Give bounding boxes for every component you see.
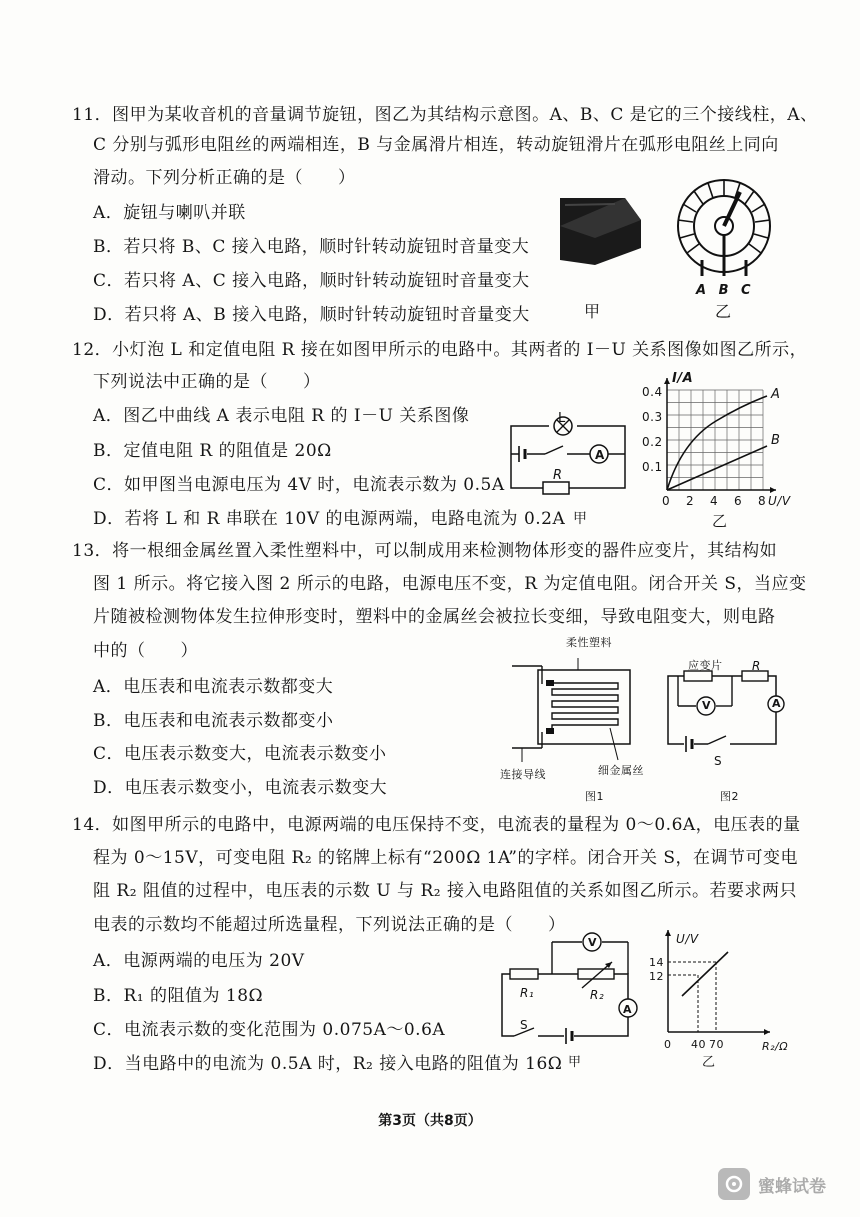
q13-stem-line-2: 图 1 所示。将它接入图 2 所示的电路，电源电压不变，R 为定值电阻。闭合开关 S，当应变 [93, 574, 807, 594]
q14-stem-line-1: 14．如图甲所示的电路中，电源两端的电压保持不变，电流表的量程为 0～0.6A，电压表的量 [72, 815, 801, 835]
q12-fig-jia-caption: 甲 [573, 511, 588, 527]
q14-graph-ylabel: U/V [676, 932, 699, 946]
q11-option-d: D．若只将 A、B 接入电路，顺时针转动旋钮时音量变大 [93, 305, 530, 325]
q13-lead-wire-label: 连接导线 [500, 768, 546, 781]
q13-option-d: D．电压表示数变小，电流表示数变大 [93, 778, 388, 798]
q12-stem-line-2: 下列说法中正确的是（ ） [93, 372, 321, 392]
q13-metal-wire-label: 细金属丝 [598, 764, 644, 777]
q11-stem-line-2: C 分别与弧形电阻丝的两端相连，B 与金属滑片相连，转动旋钮滑片在弧形电阻丝上同向 [93, 135, 779, 155]
q14-r1-label: R₁ [520, 986, 535, 1000]
q13-stem-line-4: 中的（ ） [93, 641, 198, 661]
q13-fig1-caption: 图1 [585, 790, 604, 803]
q11-option-b: B．若只将 B、C 接入电路，顺时针转动旋钮时音量变大 [93, 237, 530, 257]
q14-graph-xlabel: R₂/Ω [762, 1040, 789, 1053]
q12-resistor-label: R [553, 468, 563, 483]
q14-switch-label: S [520, 1018, 529, 1032]
q12-graph-ylabel: I/A [672, 371, 694, 386]
q14-stem-line-3: 阻 R₂ 阻值的过程中，电压表的示数 U 与 R₂ 接入电路阻值的关系如图乙所示。若要求两只 [93, 881, 797, 901]
q14-xtick-40: 40 [691, 1038, 706, 1051]
q14-r2-label: R₂ [590, 988, 605, 1002]
q11-fig-yi-caption: 乙 [715, 302, 732, 321]
q12-option-b: B．定值电阻 R 的阻值是 20Ω [93, 441, 332, 461]
q13-option-a: A．电压表和电流表示数都变大 [93, 677, 334, 697]
q14-circuit-diagram [496, 930, 641, 1055]
q13-option-b: B．电压表和电流表示数都变小 [93, 711, 334, 731]
q13-stem-line-3: 片随被检测物体发生拉伸形变时，塑料中的金属丝会被拉长变细，导致电阻变大，则电路 [93, 607, 776, 627]
q12-ytick-0.3: 0.3 [642, 410, 663, 424]
q11-knob-photo [555, 190, 645, 270]
q12-xtick-6: 6 [734, 494, 743, 508]
q12-ytick-0.2: 0.2 [642, 435, 663, 449]
q13-ammeter-label: A [772, 697, 782, 710]
q14-fig-yi-caption: 乙 [702, 1055, 716, 1070]
q12-graph-xlabel: U/V [768, 494, 791, 508]
q13-fig2-caption: 图2 [720, 790, 739, 803]
q12-fig-yi-caption: 乙 [712, 512, 728, 530]
q13-stem-line-1: 13．将一根细金属丝置入柔性塑料中，可以制成用来检测物体形变的器件应变片，其结构如 [72, 541, 778, 561]
page-number-footer: 第3页（共8页） [378, 1113, 482, 1129]
q13-fig1-strain-gauge [510, 648, 650, 773]
q14-voltmeter-label: V [588, 936, 598, 949]
q12-ytick-0.4: 0.4 [642, 385, 663, 399]
watermark-text: 蜜蜂试卷 [758, 1176, 826, 1197]
q14-option-d: D．当电路中的电流为 0.5A 时，R₂ 接入电路的阻值为 16Ω [93, 1054, 563, 1074]
bee-logo-icon [718, 1168, 750, 1200]
watermark [718, 1168, 826, 1200]
q11-stem-line-3: 滑动。下列分析正确的是（ ） [93, 168, 356, 188]
q14-u-r2-graph [654, 920, 779, 1040]
q14-ammeter-label: A [623, 1003, 633, 1016]
q13-resistor-label: R [752, 659, 761, 673]
q12-option-c: C．如甲图当电源电压为 4V 时，电流表示数为 0.5A [93, 475, 505, 495]
q13-option-c: C．电压表示数变大，电流表示数变小 [93, 744, 387, 764]
q14-fig-jia-caption: 甲 [568, 1055, 582, 1070]
q12-xtick-2: 2 [686, 494, 695, 508]
q12-option-d: D．若将 L 和 R 串联在 10V 的电源两端，电路电流为 0.2A [93, 509, 566, 529]
q13-voltmeter-label: V [702, 699, 712, 712]
q12-curve-b-label: B [771, 433, 781, 448]
q12-stem-line-1: 12．小灯泡 L 和定值电阻 R 接在如图甲所示的电路中。其两者的 I－U 关系图像如图乙所示， [72, 340, 808, 360]
q12-xtick-8: 8 [758, 494, 767, 508]
q12-circuit-diagram [505, 390, 630, 500]
q14-xtick-70: 70 [709, 1038, 724, 1051]
q12-xtick-4: 4 [710, 494, 719, 508]
q14-stem-line-4: 电表的示数均不能超过所选量程，下列说法正确的是（ ） [93, 915, 566, 935]
q14-xtick-0: 0 [664, 1038, 672, 1051]
q14-option-c: C．电流表示数的变化范围为 0.075A～0.6A [93, 1020, 446, 1040]
q14-stem-line-2: 程为 0～15V，可变电阻 R₂ 的铭牌上标有“200Ω 1A”的字样。闭合开关 S，在调节可变电 [93, 848, 799, 868]
q11-terminal-labels: A B C [696, 283, 755, 298]
q12-ammeter-label: A [595, 448, 605, 462]
q14-ytick-14: 14 [649, 956, 664, 969]
q12-ytick-0.1: 0.1 [642, 460, 663, 474]
q12-xtick-0: 0 [662, 494, 671, 508]
q11-fig-jia-caption: 甲 [584, 302, 601, 321]
q13-gauge-label: 应变片 [688, 659, 723, 672]
q12-lamp-label: L [558, 411, 566, 426]
q12-option-a: A．图乙中曲线 A 表示电阻 R 的 I－U 关系图像 [93, 406, 470, 426]
q11-option-a: A．旋钮与喇叭并联 [93, 203, 246, 223]
q13-fig2-circuit [662, 668, 787, 768]
q12-curve-a-label: A [771, 387, 781, 402]
q14-ytick-12: 12 [649, 970, 664, 983]
q14-option-a: A．电源两端的电压为 20V [93, 951, 305, 971]
q11-knob-structure-diagram [668, 176, 780, 294]
q11-stem-line-1: 11．图甲为某收音机的音量调节旋钮，图乙为其结构示意图。A、B、C 是它的三个接线柱，A、 [72, 105, 818, 125]
q13-switch-label: S [714, 754, 723, 768]
q11-option-c: C．若只将 A、C 接入电路，顺时针转动旋钮时音量变大 [93, 271, 530, 291]
q14-option-b: B．R₁ 的阻值为 18Ω [93, 986, 264, 1006]
q13-plastic-label: 柔性塑料 [566, 636, 612, 649]
